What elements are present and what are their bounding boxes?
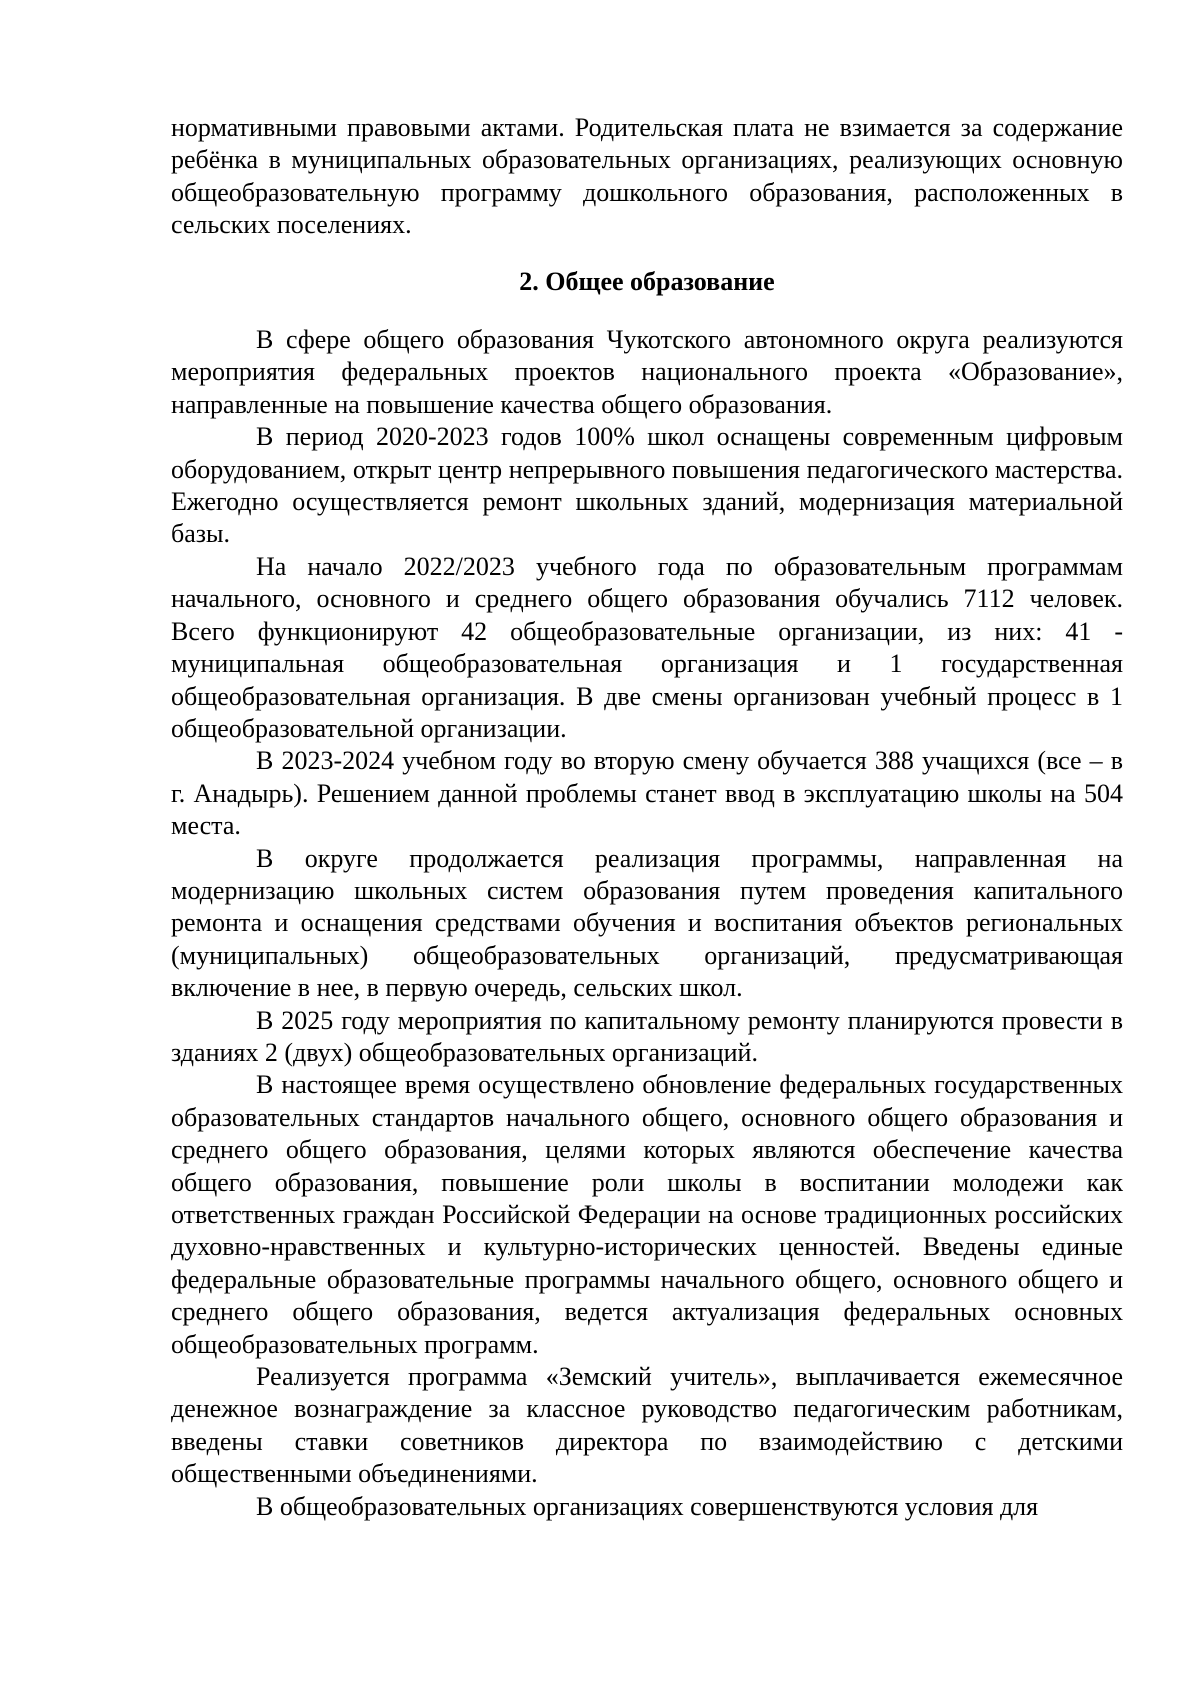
paragraph-digital-equipment: В период 2020-2023 годов 100% школ оснащены современным цифровым оборудованием, открыт центр непрерывного повышения педагогического мастерства. Ежегодно осуществляется ремонт школьных зданий, модернизация материальной базы. [171, 422, 1123, 549]
paragraph-general-education-projects: В сфере общего образования Чукотского автономного округа реализуются мероприятия федеральных проектов национального проекта «Образование», направленные на повышение качества общего образования. [171, 325, 1123, 419]
paragraph-second-shift: В 2023-2024 учебном году во вторую смену обучается 388 учащихся (все – в г. Анадырь). Решением данной проблемы станет ввод в эксплуатацию школы на 504 места. [171, 746, 1123, 841]
paragraph-student-count: На начало 2022/2023 учебного года по образовательным программам начального, основного и среднего общего образования обучались 7112 человек. Всего функционируют 42 общеобразовательные организации, из них: 41 - муниципальная общеобразовательная организация и 1 государственная общеобразовательная организация. В две смены организован учебный процесс в 1 общеобразовательной организации. [171, 551, 1123, 743]
paragraph-conditions-improvement: В общеобразовательных организациях совершенствуются условия для [256, 1491, 1039, 1521]
document-page [171, 112, 1123, 1523]
paragraph-capital-repair-2025: В 2025 году мероприятия по капитальному ремонту планируются провести в зданиях 2 (двух) общеобразовательных организаций. [171, 1005, 1123, 1067]
paragraph-zemsky-teacher: Реализуется программа «Земский учитель», выплачивается ежемесячное денежное вознаграждение за классное руководство педагогическим работникам, введены ставки советников директора по взаимодействию с детскими общественными объединениями. [171, 1362, 1123, 1489]
paragraph-federal-standards: В настоящее время осуществлено обновление федеральных государственных образовательных стандартов начального общего, основного общего образования и среднего общего образования, целями которых являются обеспечение качества общего образования, повышение роли школы в воспитании молодежи как ответственных граждан Российской Федерации на основе традиционных российских духовно-нравственных и культурно-исторических ценностей. Введены единые федеральные образовательные программы начального общего, основного общего и среднего общего образования, ведется актуализация федеральных основных общеобразовательных программ. [171, 1070, 1123, 1359]
paragraph-modernization-program: В округе продолжается реализация программы, направленная на модернизацию школьных систем образования путем проведения капитального ремонта и оснащения средствами обучения и воспитания объектов региональных (муниципальных) общеобразовательных организаций, предусматривающая включение в нее, в первую очередь, сельских школ. [171, 843, 1123, 1003]
section-heading: 2. Общее образование [519, 266, 775, 296]
intro-paragraph: нормативными правовыми актами. Родительская плата не взимается за содержание ребёнка в муниципальных образовательных организациях, реализующих основную общеобразовательную программу дошкольного образования, расположенных в сельских поселениях. [171, 113, 1123, 240]
